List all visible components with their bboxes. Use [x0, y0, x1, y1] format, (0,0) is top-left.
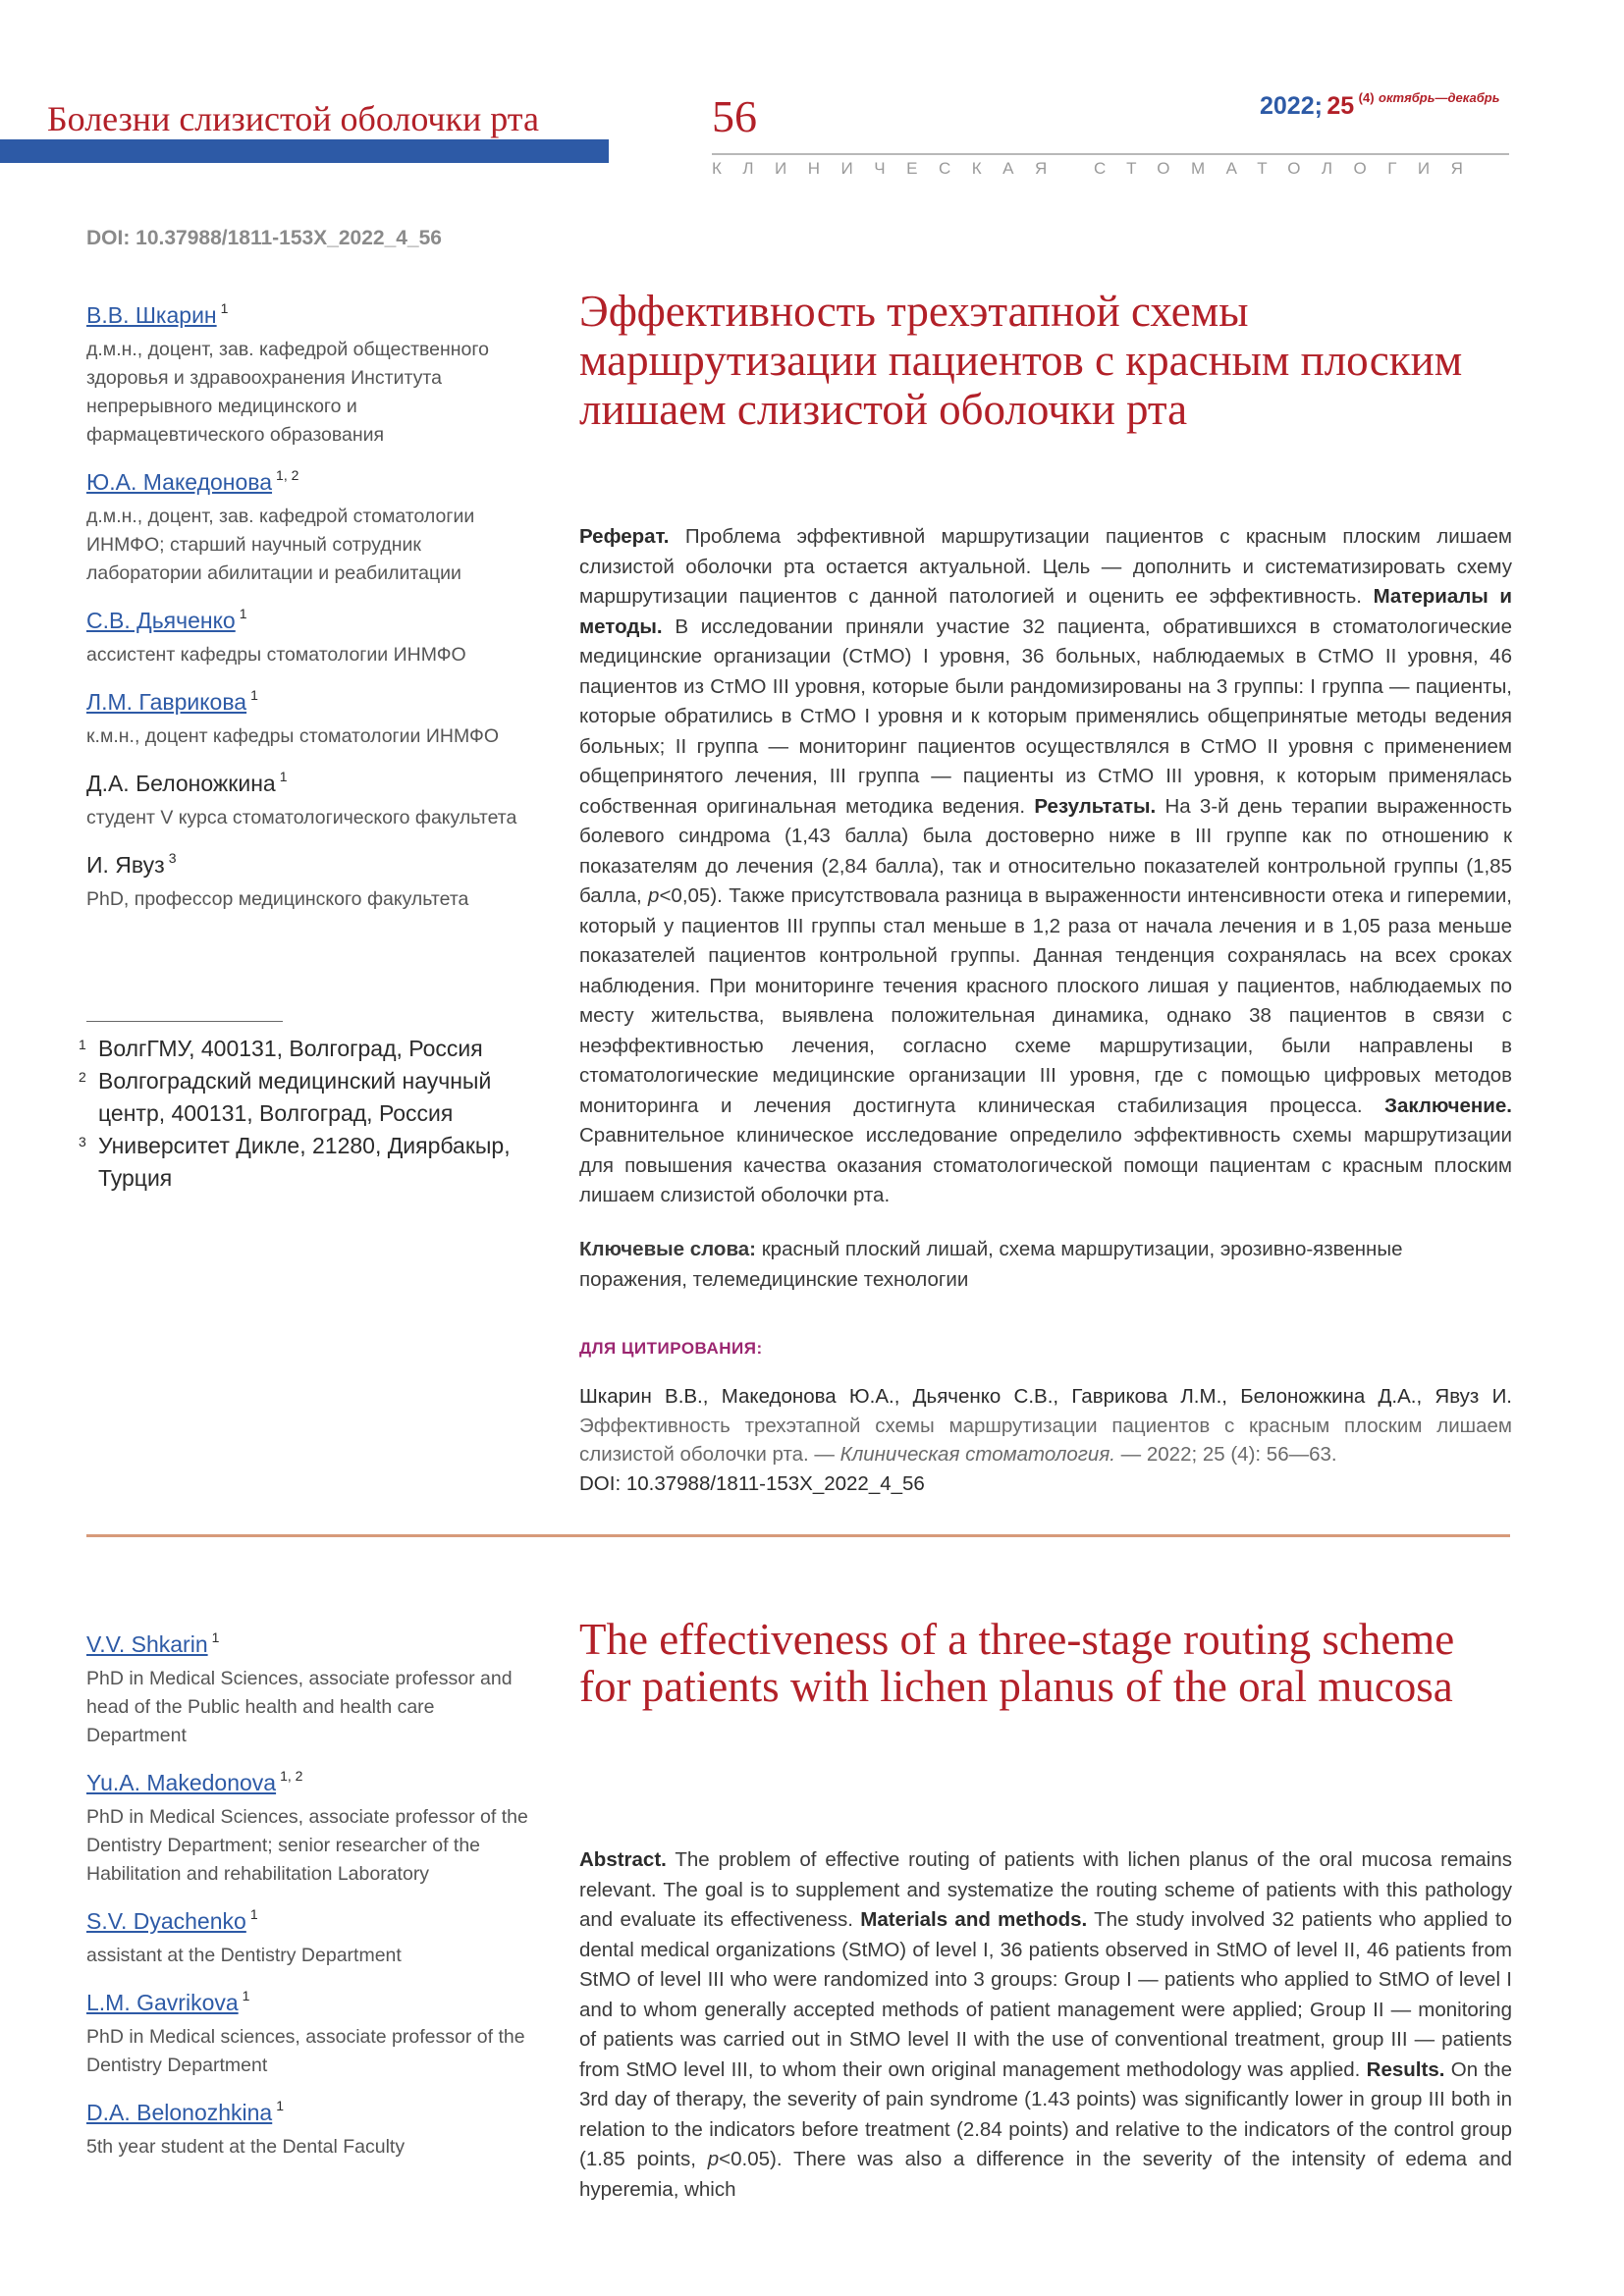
- citation-details: — 2022; 25 (4): 56—63.: [1114, 1443, 1337, 1466]
- author-description: PhD in Medical Sciences, associate professor and head of the Public health and health care Department: [86, 1668, 513, 1746]
- author-name: И. Явуз: [86, 852, 165, 878]
- author-link[interactable]: L.M. Gavrikova: [86, 1990, 239, 2015]
- article-title-ru: Эффективность трехэтапной схемы маршрутизации пациентов с красным плоским лишаем слизистой оболочки рта: [579, 287, 1463, 434]
- author-description: 5th year student at the Dental Faculty: [86, 2136, 406, 2158]
- section-title: Болезни слизистой оболочки рта: [47, 99, 539, 138]
- author-link[interactable]: D.A. Belonozhkina: [86, 2100, 273, 2125]
- results-label: Результаты.: [1034, 794, 1157, 818]
- issue-months: октябрь—декабрь: [1379, 90, 1500, 105]
- abstract-text: The problem of effective routing of patients with lichen planus of the oral mucosa remains relevant. The goal is to supplement and systematize the routing scheme of patients with this pathology and evaluate its effectiveness.: [579, 1848, 1512, 1931]
- author-affiliation-mark: 1, 2: [276, 467, 299, 483]
- issue-number: (4): [1358, 90, 1375, 105]
- header-rule: [712, 153, 1509, 155]
- issue-volume: 25: [1326, 92, 1355, 120]
- author-item: [86, 1988, 538, 2080]
- affiliation-mark: 1: [79, 1037, 86, 1052]
- affiliation-text: Волгоградский медицинский научный центр, 400131, Волгоград, Россия: [98, 1068, 492, 1126]
- abstract-text: <0,05). Также присутствовала разница в выраженности интенсивности отека и гиперемии, который у пациентов III группы стал меньше в 1,2 раза от начала лечения и в 1,05 раза меньше показателей пациентов контрольной группы. Данная тенденция сохранялась на всех сроках наблюдения. При мониторинге течения красного плоского лишая у пациентов, наблюдаемых по месту жительства, выявлена положительная динамика, однако 38 пациентов в связи с неэффективностью лечения, согласно схеме маршрутизации, были направлены в стоматологические медицинские организации III уровня, где с помощью цифровых методов мониторинга и лечения достигнута клиническая стабилизация процесса.: [579, 884, 1512, 1117]
- section-divider: [86, 1534, 1510, 1537]
- author-description: д.м.н., доцент, зав. кафедрой общественного здоровья и здравоохранения Института непрерывного медицинского и фармацевтического образования: [86, 339, 489, 446]
- abstract-label: Abstract.: [579, 1848, 667, 1871]
- author-description: ассистент кафедры стоматологии ИНМФО: [86, 644, 466, 666]
- author-item: [86, 850, 538, 914]
- author-name: Д.А. Белоножкина: [86, 771, 276, 796]
- abstract-text: Сравнительное клиническое исследование определило эффективность схемы маршрутизации для повышения качества оказания стоматологической помощи пациентам с красным плоским лишаем слизистой оболочки рта.: [579, 1124, 1512, 1206]
- issue-year: 2022;: [1260, 92, 1323, 120]
- author-affiliation-mark: 1: [239, 606, 247, 621]
- section-color-bar: [0, 139, 609, 163]
- doi: DOI: 10.37988/1811-153X_2022_4_56: [86, 227, 442, 249]
- author-item: [86, 300, 538, 450]
- p-symbol: p: [707, 2148, 720, 2170]
- issue-info: [1260, 90, 1499, 121]
- author-item: [86, 1629, 538, 1750]
- author-link[interactable]: V.V. Shkarin: [86, 1631, 208, 1657]
- abstract-text: Проблема эффективной маршрутизации пациентов с красным плоским лишаем слизистой оболочки рта остается актуальной. Цель — дополнить и систематизировать схему маршрутизации пациентов с данной патологией и оценить ее эффективность.: [579, 525, 1512, 608]
- author-description: студент V курса стоматологического факультета: [86, 807, 517, 828]
- abstract-text: The study involved 32 patients who applied to dental medical organizations (StMO) of level I, 36 patients observed in StMO of level II, 46 patients from StMO of level III who were randomized into 3 groups: Group I — patients who applied to StMO of level I and to whom generally accepted methods of patient management were applied; Group II — monitoring of patients was carried out in StMO level II with the use of conventional treatment, group III — patients from StMO level III, to whom their own original management methodology was applied.: [579, 1908, 1512, 2081]
- p-symbol: p: [648, 884, 660, 907]
- author-affiliation-mark: 1: [220, 300, 229, 316]
- affiliations-list: [79, 1033, 550, 1195]
- author-affiliation-mark: 1: [279, 769, 288, 784]
- author-link[interactable]: Л.М. Гаврикова: [86, 689, 247, 715]
- author-description: PhD, профессор медицинского факультета: [86, 888, 469, 910]
- authors-ru: [86, 300, 538, 914]
- author-link[interactable]: Yu.A. Makedonova: [86, 1770, 277, 1795]
- affiliation-item: [79, 1130, 550, 1195]
- journal-name: КЛИНИЧЕСКАЯ СТОМАТОЛОГИЯ: [712, 159, 1485, 178]
- keywords-ru: [579, 1235, 1512, 1295]
- methods-label: Материалы и методы.: [579, 585, 1512, 638]
- citation-doi: DOI: 10.37988/1811-153X_2022_4_56: [579, 1471, 925, 1495]
- affiliation-mark: 3: [79, 1134, 86, 1149]
- keywords-label: Ключевые слова:: [579, 1238, 757, 1260]
- author-item: [86, 606, 538, 669]
- author-affiliation-mark: 1: [276, 2098, 285, 2113]
- author-item: [86, 1906, 538, 1970]
- author-affiliation-mark: 3: [168, 850, 177, 866]
- abstract-ru: [579, 522, 1512, 1211]
- abstract-text: На 3-й день терапии выраженность болевого синдрома (1,43 балла) была достоверно ниже в III группе как по отношению к показателям до лечения (2,84 балла), так и относительно показателей контрольной группы (1,85 балла,: [579, 794, 1513, 907]
- affiliation-mark: 2: [79, 1069, 86, 1085]
- citation-title: Эффективность трехэтапной схемы маршрутизации пациентов с красным плоским лишаем слизистой оболочки рта. —: [579, 1414, 1512, 1466]
- author-link[interactable]: С.В. Дьяченко: [86, 608, 236, 633]
- affiliation-text: Университет Дикле, 21280, Диярбакыр, Турция: [98, 1133, 511, 1191]
- affiliation-item: [79, 1033, 550, 1065]
- abstract-text: On the 3rd day of therapy, the severity of pain syndrome (1.43 points) was significantly lower in group III both in relation to the indicators before treatment (2.84 points) and relative to the indicators of the control group (1.85 points,: [579, 2057, 1512, 2170]
- author-item: [86, 467, 538, 588]
- author-item: [86, 687, 538, 751]
- author-link[interactable]: S.V. Dyachenko: [86, 1908, 246, 1934]
- author-item: [86, 769, 538, 832]
- article-title-en: The effectiveness of a three-stage routing scheme for patients with lichen planus of the oral mucosa: [579, 1615, 1455, 1711]
- affiliation-item: [79, 1065, 550, 1130]
- author-item: [86, 2098, 538, 2162]
- author-affiliation-mark: 1, 2: [280, 1768, 303, 1784]
- citation-block: [579, 1382, 1512, 1498]
- author-item: [86, 1768, 538, 1889]
- abstract-en: [579, 1845, 1512, 2205]
- author-link[interactable]: В.В. Шкарин: [86, 302, 217, 328]
- author-description: к.м.н., доцент кафедры стоматологии ИНМФО: [86, 725, 499, 747]
- author-description: PhD in Medical sciences, associate professor of the Dentistry Department: [86, 2026, 525, 2076]
- author-affiliation-mark: 1: [242, 1988, 250, 2003]
- author-description: assistant at the Dentistry Department: [86, 1945, 402, 1966]
- abstract-text: <0.05). There was also a difference in the severity of the intensity of edema and hyperemia, which: [579, 2148, 1513, 2201]
- author-affiliation-mark: 1: [249, 1906, 258, 1922]
- author-link[interactable]: Ю.А. Македонова: [86, 469, 273, 495]
- authors-en: [86, 1629, 538, 2179]
- results-label: Results.: [1366, 2057, 1445, 2081]
- abstract-label: Реферат.: [579, 525, 670, 548]
- page-number: 56: [712, 91, 757, 141]
- citation-heading: ДЛЯ ЦИТИРОВАНИЯ:: [579, 1339, 763, 1358]
- citation-journal: Клиническая стоматология.: [839, 1443, 1115, 1466]
- methods-label: Materials and methods.: [860, 1908, 1088, 1931]
- author-description: д.м.н., доцент, зав. кафедрой стоматологии ИНМФО; старший научный сотрудник лаборатории абилитации и реабилитации: [86, 506, 475, 584]
- conclusion-label: Заключение.: [1384, 1094, 1512, 1117]
- affiliation-text: ВолгГМУ, 400131, Волгоград, Россия: [98, 1036, 483, 1061]
- author-affiliation-mark: 1: [250, 687, 258, 703]
- abstract-text: В исследовании приняли участие 32 пациента, обратившихся в стоматологические медицинские организации (СтМО) I уровня, 36 больных, наблюдаемых в СтМО II уровня, 46 пациентов из СтМО III уровня, которые были рандомизированы на 3 группы: I группа — пациенты, которые обратились в СтМО I уровня и к которым применялись общепринятые методы ведения больных; II группа — мониторинг пациентов осуществлялся в СтМО II уровня с применением общепринятого лечения, III группа — пациенты из СтМО III уровня, к которым применялась собственная оригинальная методика ведения.: [579, 614, 1512, 818]
- affiliation-rule: [86, 1021, 283, 1022]
- citation-authors: Шкарин В.В., Македонова Ю.А., Дьяченко С.В., Гаврикова Л.М., Белоножкина Д.А., Явуз И.: [579, 1385, 1512, 1408]
- author-affiliation-mark: 1: [211, 1629, 220, 1645]
- author-description: PhD in Medical Sciences, associate professor of the Dentistry Department; senior researcher of the Habilitation and rehabilitation Laboratory: [86, 1806, 528, 1885]
- keywords-text: красный плоский лишай, схема маршрутизации, эрозивно-язвенные поражения, телемедицинские технологии: [579, 1238, 1403, 1291]
